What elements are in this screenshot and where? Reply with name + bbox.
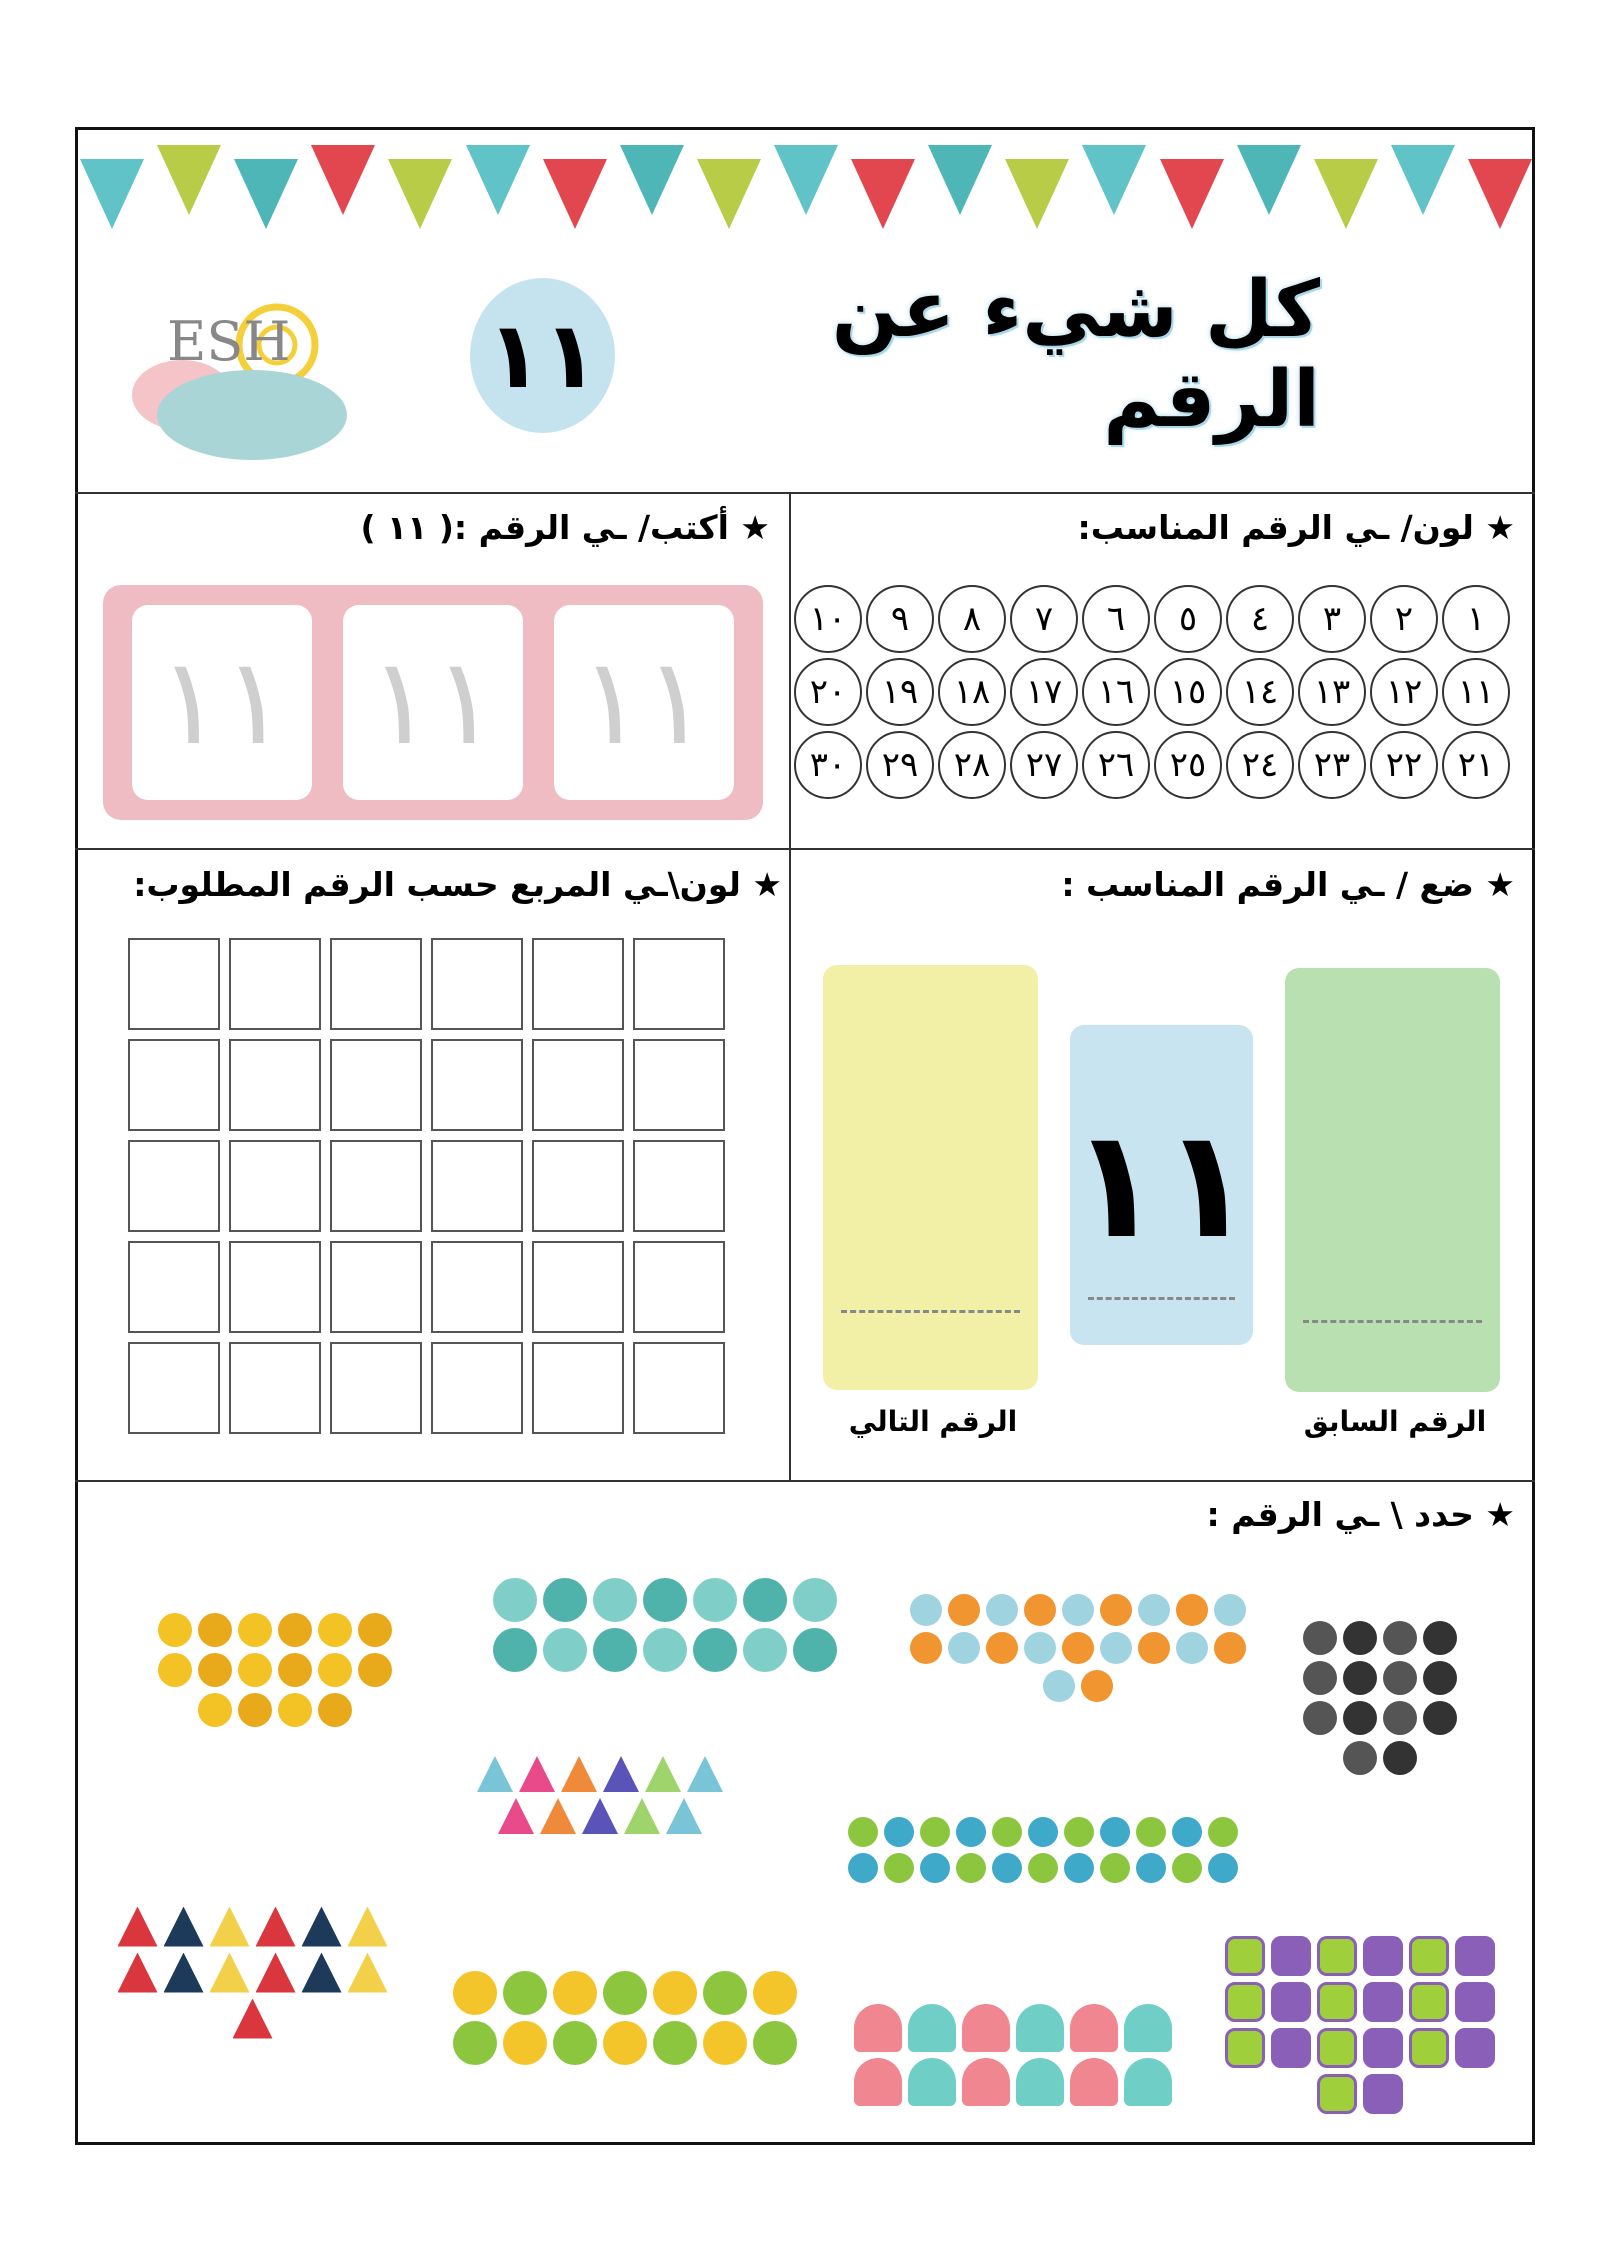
number-circle[interactable]: ١٤ <box>1226 658 1294 726</box>
color-square[interactable] <box>532 1342 624 1434</box>
elephant-icon <box>910 1632 942 1664</box>
color-square[interactable] <box>330 1039 422 1131</box>
cupcakes-group[interactable] <box>835 1970 1190 2140</box>
monster-icon <box>1172 1817 1202 1847</box>
snail-icon <box>503 1971 547 2015</box>
number-circle[interactable]: ٨ <box>938 585 1006 653</box>
number-circle[interactable]: ٣ <box>1298 585 1366 653</box>
duck-icon <box>238 1613 272 1647</box>
pennant-flag <box>543 159 607 229</box>
elephant-icon <box>986 1632 1018 1664</box>
number-circle[interactable]: ٩ <box>866 585 934 653</box>
owl-icon <box>1271 2028 1311 2068</box>
paper-plane-icon <box>540 1798 576 1834</box>
ducks-group[interactable] <box>140 1530 410 1810</box>
title-number-badge <box>470 278 615 433</box>
elephant-icon <box>1138 1594 1170 1626</box>
monster-icon <box>920 1817 950 1847</box>
cupcake-icon <box>854 2004 902 2052</box>
duck-icon <box>158 1613 192 1647</box>
number-circle[interactable]: ٢٠ <box>794 658 862 726</box>
boat-icon <box>118 1907 158 1947</box>
spider-icon <box>1343 1741 1377 1775</box>
logo-text: ESH <box>167 310 291 373</box>
paper-plane-icon <box>645 1756 681 1792</box>
paper-plane-icon <box>477 1756 513 1792</box>
divider <box>75 1480 1535 1482</box>
monsters-group[interactable] <box>840 1770 1245 1930</box>
monster-icon <box>1028 1817 1058 1847</box>
owl-icon <box>1455 1936 1495 1976</box>
pennant-flag <box>1160 159 1224 229</box>
color-square[interactable] <box>532 1241 624 1333</box>
owl-icon <box>1455 1982 1495 2022</box>
cupcake-icon <box>1124 2004 1172 2052</box>
pennant-flag <box>311 145 375 215</box>
monster-icon <box>956 1817 986 1847</box>
spider-icon <box>1303 1701 1337 1735</box>
elephant-icon <box>1081 1670 1113 1702</box>
bunting-banner <box>80 135 1532 250</box>
snail-icon <box>753 2021 797 2065</box>
color-square[interactable] <box>633 1342 725 1434</box>
elephant-icon <box>1214 1594 1246 1626</box>
title-number: ١١ <box>486 301 599 409</box>
bubble-icon <box>793 1578 837 1622</box>
color-square[interactable] <box>431 1039 523 1131</box>
boat-icon <box>164 1907 204 1947</box>
spider-icon <box>1343 1701 1377 1735</box>
color-square[interactable] <box>532 938 624 1030</box>
boat-icon <box>348 1907 388 1947</box>
color-square[interactable] <box>633 1039 725 1131</box>
duck-icon <box>278 1613 312 1647</box>
snail-icon <box>703 2021 747 2065</box>
color-number-heading: ★ لون/ ـي الرقم المناسب: <box>1077 508 1515 547</box>
pennant-flag <box>697 159 761 229</box>
owl-icon <box>1317 1982 1357 2022</box>
monster-icon <box>1064 1817 1094 1847</box>
boat-icon <box>302 1907 342 1947</box>
owl-icon <box>1317 2028 1357 2068</box>
monster-icon <box>1172 1853 1202 1883</box>
elephant-icon <box>1024 1632 1056 1664</box>
paper-plane-icon <box>561 1756 597 1792</box>
bubble-icon <box>693 1628 737 1672</box>
boat-icon <box>118 1953 158 1993</box>
monster-icon <box>920 1853 950 1883</box>
number-circle[interactable]: ١٦ <box>1082 658 1150 726</box>
bubble-icon <box>543 1628 587 1672</box>
number-circle[interactable]: ١٩ <box>866 658 934 726</box>
number-circle[interactable]: ٢٣ <box>1298 731 1366 799</box>
elephant-icon <box>1100 1594 1132 1626</box>
divider <box>75 848 1535 850</box>
squares-grid <box>128 938 725 1434</box>
pennant-flag <box>851 159 915 229</box>
owl-icon <box>1225 1982 1265 2022</box>
number-circle[interactable]: ٣٠ <box>794 731 862 799</box>
bubble-icon <box>493 1628 537 1672</box>
page-title: كل شيء عن الرقم <box>831 265 1320 445</box>
color-square[interactable] <box>229 1342 321 1434</box>
number-circle[interactable]: ١ <box>1442 585 1510 653</box>
color-square[interactable] <box>633 1140 725 1232</box>
owl-icon <box>1363 2028 1403 2068</box>
bubble-icon <box>743 1578 787 1622</box>
elephant-icon <box>1100 1632 1132 1664</box>
color-square[interactable] <box>431 1342 523 1434</box>
number-circle[interactable]: ١٣ <box>1298 658 1366 726</box>
number-circle[interactable]: ١٥ <box>1154 658 1222 726</box>
pennant-flag <box>466 145 530 215</box>
number-circle[interactable]: ٧ <box>1010 585 1078 653</box>
spider-icon <box>1423 1701 1457 1735</box>
color-square[interactable] <box>330 1241 422 1333</box>
cupcake-icon <box>908 2004 956 2052</box>
monster-icon <box>1028 1853 1058 1883</box>
number-circle[interactable]: ٤ <box>1226 585 1294 653</box>
title-area <box>470 265 1320 445</box>
number-circle[interactable]: ٢٤ <box>1226 731 1294 799</box>
elephant-icon <box>910 1594 942 1626</box>
boat-icon <box>348 1953 388 1993</box>
elephant-icon <box>948 1632 980 1664</box>
snail-icon <box>603 1971 647 2015</box>
color-square[interactable] <box>128 1241 220 1333</box>
paper-plane-icon <box>687 1756 723 1792</box>
elephant-icon <box>1024 1594 1056 1626</box>
monster-icon <box>1136 1853 1166 1883</box>
duck-icon <box>198 1613 232 1647</box>
boat-icon <box>210 1953 250 1993</box>
duck-icon <box>278 1693 312 1727</box>
number-circle[interactable]: ٥ <box>1154 585 1222 653</box>
place-number-heading: ★ ضع / ـي الرقم المناسب : <box>1061 865 1515 904</box>
paper-plane-icon <box>498 1798 534 1834</box>
paper-plane-icon <box>582 1798 618 1834</box>
elephant-icon <box>1176 1594 1208 1626</box>
paper-plane-icon <box>666 1798 702 1834</box>
snail-icon <box>653 1971 697 2015</box>
next-number-box[interactable] <box>823 965 1038 1390</box>
owl-icon <box>1271 1936 1311 1976</box>
boat-icon <box>256 1907 296 1947</box>
duck-icon <box>198 1693 232 1727</box>
owl-icon <box>1409 1936 1449 1976</box>
elephants-group[interactable] <box>900 1545 1255 1750</box>
elephant-icon <box>1062 1594 1094 1626</box>
number-circles <box>795 585 1510 799</box>
snails-group[interactable] <box>440 1915 810 2120</box>
owl-icon <box>1363 1936 1403 1976</box>
cupcake-icon <box>1016 2058 1064 2106</box>
monster-icon <box>848 1853 878 1883</box>
duck-icon <box>318 1693 352 1727</box>
bubble-icon <box>543 1578 587 1622</box>
boat-icon <box>256 1953 296 1993</box>
bubble-icon <box>643 1628 687 1672</box>
tracing-box <box>103 585 763 820</box>
duck-icon <box>358 1653 392 1687</box>
paper-plane-icon <box>603 1756 639 1792</box>
boats-group[interactable] <box>110 1840 395 2105</box>
color-square[interactable] <box>431 1241 523 1333</box>
cupcake-icon <box>962 2058 1010 2106</box>
cupcake-icon <box>908 2058 956 2106</box>
monster-icon <box>1208 1817 1238 1847</box>
color-square[interactable] <box>229 1039 321 1131</box>
elephant-icon <box>1043 1670 1075 1702</box>
snail-icon <box>703 1971 747 2015</box>
duck-icon <box>358 1613 392 1647</box>
cupcake-icon <box>1124 2058 1172 2106</box>
elephant-icon <box>986 1594 1018 1626</box>
trace-cell[interactable]: ١١ <box>554 605 734 800</box>
color-square[interactable] <box>330 1342 422 1434</box>
logo <box>112 270 382 470</box>
monster-icon <box>884 1853 914 1883</box>
number-circle[interactable]: ١١ <box>1442 658 1510 726</box>
spider-icon <box>1423 1661 1457 1695</box>
number-circle[interactable]: ١٠ <box>794 585 862 653</box>
color-square[interactable] <box>532 1140 624 1232</box>
duck-icon <box>318 1653 352 1687</box>
color-square[interactable] <box>128 1342 220 1434</box>
bubble-icon <box>793 1628 837 1672</box>
number-circle[interactable]: ١٧ <box>1010 658 1078 726</box>
spider-icon <box>1303 1621 1337 1655</box>
duck-icon <box>238 1693 272 1727</box>
pennant-flag <box>157 145 221 215</box>
owl-icon <box>1317 1936 1357 1976</box>
duck-icon <box>238 1653 272 1687</box>
number-circle[interactable]: ٢ <box>1370 585 1438 653</box>
owl-icon <box>1363 2074 1403 2114</box>
color-square[interactable] <box>431 938 523 1030</box>
duck-icon <box>198 1653 232 1687</box>
snail-icon <box>653 2021 697 2065</box>
color-square[interactable] <box>128 1140 220 1232</box>
current-number-box <box>1070 1025 1253 1345</box>
monster-icon <box>848 1817 878 1847</box>
spider-icon <box>1383 1741 1417 1775</box>
pennant-flag <box>234 159 298 229</box>
monster-icon <box>1100 1853 1130 1883</box>
color-square[interactable] <box>229 1140 321 1232</box>
monster-icon <box>992 1817 1022 1847</box>
monster-icon <box>1064 1853 1094 1883</box>
color-square[interactable] <box>532 1039 624 1131</box>
color-square[interactable] <box>229 938 321 1030</box>
spider-icon <box>1423 1621 1457 1655</box>
boat-icon <box>210 1907 250 1947</box>
elephant-icon <box>1214 1632 1246 1664</box>
color-square[interactable] <box>330 938 422 1030</box>
pennant-flag <box>80 159 144 229</box>
duck-icon <box>278 1653 312 1687</box>
pennant-flag <box>774 145 838 215</box>
spider-icon <box>1343 1621 1377 1655</box>
color-square[interactable] <box>330 1140 422 1232</box>
trace-cell[interactable]: ١١ <box>132 605 312 800</box>
trace-cell[interactable]: ١١ <box>343 605 523 800</box>
monster-icon <box>1136 1817 1166 1847</box>
color-squares-heading: ★ لون\ـي المربع حسب الرقم المطلوب: <box>133 865 782 904</box>
cupcake-icon <box>1070 2004 1118 2052</box>
cupcake-icon <box>854 2058 902 2106</box>
paper-plane-icon <box>519 1756 555 1792</box>
owl-icon <box>1363 1982 1403 2022</box>
number-circle[interactable]: ١٨ <box>938 658 1006 726</box>
owl-icon <box>1455 2028 1495 2068</box>
pennant-flag <box>928 145 992 215</box>
spider-icon <box>1303 1661 1337 1695</box>
snail-icon <box>753 1971 797 2015</box>
current-number: ١١ <box>1069 1098 1254 1272</box>
pennant-flag <box>1082 145 1146 215</box>
next-number-label: الرقم التالي <box>848 1405 1018 1438</box>
cupcake-icon <box>962 2004 1010 2052</box>
owl-icon <box>1271 1982 1311 2022</box>
paper-plane-icon <box>624 1798 660 1834</box>
cupcake-icon <box>1070 2058 1118 2106</box>
monster-icon <box>1100 1817 1130 1847</box>
pennant-flag <box>620 145 684 215</box>
snail-icon <box>603 2021 647 2065</box>
elephant-icon <box>948 1594 980 1626</box>
bubble-icon <box>593 1628 637 1672</box>
pennant-flag <box>1314 159 1378 229</box>
monster-icon <box>884 1817 914 1847</box>
elephant-icon <box>1176 1632 1208 1664</box>
color-square[interactable] <box>128 938 220 1030</box>
duck-icon <box>318 1613 352 1647</box>
snail-icon <box>453 1971 497 2015</box>
monster-icon <box>1208 1853 1238 1883</box>
color-square[interactable] <box>229 1241 321 1333</box>
pennant-flag <box>1391 145 1455 215</box>
pennant-flag <box>1468 159 1532 229</box>
owl-icon <box>1409 1982 1449 2022</box>
color-square[interactable] <box>128 1039 220 1131</box>
spiders-group[interactable] <box>1285 1545 1475 1850</box>
pennant-flag <box>1237 145 1301 215</box>
boat-icon <box>164 1953 204 1993</box>
number-circle[interactable]: ٢١ <box>1442 731 1510 799</box>
monster-icon <box>992 1853 1022 1883</box>
duck-icon <box>158 1653 192 1687</box>
spider-icon <box>1383 1661 1417 1695</box>
bubbles-group[interactable] <box>490 1545 840 1705</box>
write-number-heading: ★ أكتب/ ـي الرقم :( ١١ ) <box>360 508 770 547</box>
boat-icon <box>302 1953 342 1993</box>
spider-icon <box>1383 1701 1417 1735</box>
elephant-icon <box>1138 1632 1170 1664</box>
color-square[interactable] <box>633 938 725 1030</box>
bubble-icon <box>693 1578 737 1622</box>
boat-icon <box>233 1999 273 2039</box>
bubble-icon <box>493 1578 537 1622</box>
bubble-icon <box>593 1578 637 1622</box>
monster-icon <box>956 1853 986 1883</box>
number-circle[interactable]: ٢٩ <box>866 731 934 799</box>
spider-icon <box>1383 1621 1417 1655</box>
color-square[interactable] <box>431 1140 523 1232</box>
owl-icon <box>1225 2028 1265 2068</box>
number-circle[interactable]: ٢٦ <box>1082 731 1150 799</box>
owls-group[interactable] <box>1225 1915 1495 2135</box>
previous-number-label: الرقم السابق <box>1303 1405 1487 1438</box>
divider <box>75 492 1535 494</box>
pennant-flag <box>388 159 452 229</box>
snail-icon <box>503 2021 547 2065</box>
paper-planes-group[interactable] <box>470 1700 730 1890</box>
number-circle[interactable]: ١٢ <box>1370 658 1438 726</box>
divider <box>789 492 791 1480</box>
snail-icon <box>453 2021 497 2065</box>
owl-icon <box>1225 1936 1265 1976</box>
spider-icon <box>1343 1661 1377 1695</box>
number-circle[interactable]: ٦ <box>1082 585 1150 653</box>
elephant-icon <box>1062 1632 1094 1664</box>
owl-icon <box>1409 2028 1449 2068</box>
bubble-icon <box>643 1578 687 1622</box>
number-circle[interactable]: ٢٥ <box>1154 731 1222 799</box>
owl-icon <box>1317 2074 1357 2114</box>
number-circle[interactable]: ٢٨ <box>938 731 1006 799</box>
snail-icon <box>553 2021 597 2065</box>
snail-icon <box>553 1971 597 2015</box>
number-circle[interactable]: ٢٢ <box>1370 731 1438 799</box>
previous-number-box[interactable] <box>1285 968 1500 1392</box>
number-circle[interactable]: ٢٧ <box>1010 731 1078 799</box>
bubble-icon <box>743 1628 787 1672</box>
color-square[interactable] <box>633 1241 725 1333</box>
cupcake-icon <box>1016 2004 1064 2052</box>
pennant-flag <box>1005 159 1069 229</box>
identify-number-heading: ★ حدد \ ـي الرقم : <box>1206 1495 1515 1534</box>
